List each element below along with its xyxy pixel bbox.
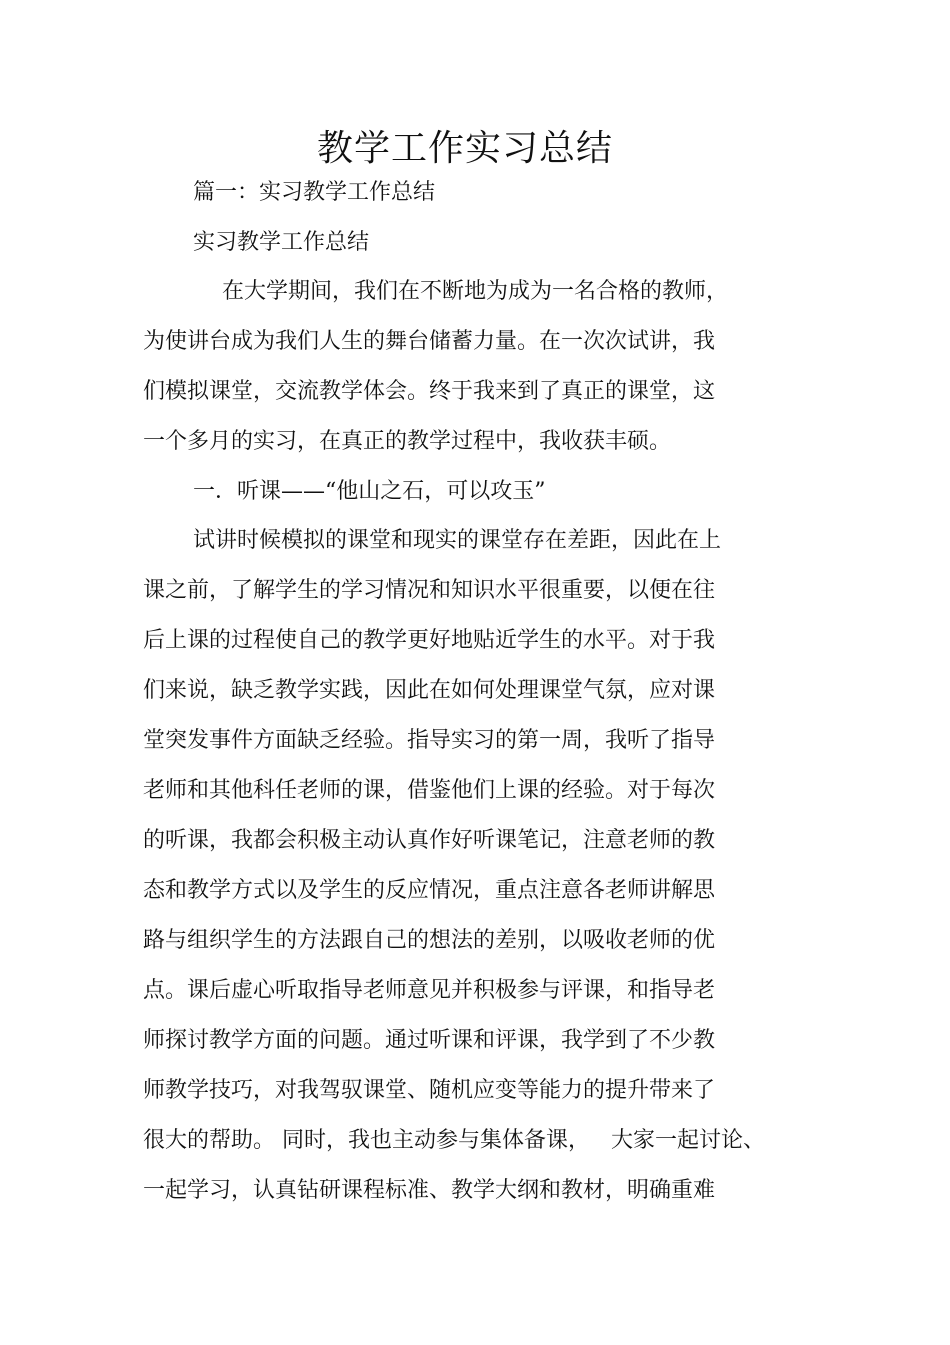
paragraph-line: 课之前，了解学生的学习情况和知识水平很重要，以便在往: [143, 578, 716, 603]
paragraph-line: 在大学期间，我们在不断地为成为一名合格的教师，: [222, 279, 729, 304]
paragraph-line: 堂突发事件方面缺乏经验。指导实习的第一周，我听了指导: [143, 728, 716, 753]
paragraph-line: 们模拟课堂，交流教学体会。终于我来到了真正的课堂，这: [143, 379, 716, 404]
paragraph-line: 很大的帮助。 同时，我也主动参与集体备课， 大家一起讨论、: [143, 1128, 765, 1153]
document-title: 教学工作实习总结: [316, 128, 613, 169]
paragraph-line: 老师和其他科任老师的课，借鉴他们上课的经验。对于每次: [143, 778, 716, 803]
paragraph-line: 一起学习，认真钻研课程标准、教学大纲和教材，明确重难: [143, 1178, 716, 1203]
paragraph-line: 试讲时候模拟的课堂和现实的课堂存在差距，因此在上: [193, 528, 722, 553]
paragraph-line: 态和教学方式以及学生的反应情况，重点注意各老师讲解思: [143, 878, 716, 903]
paragraph-line: 师教学技巧，对我驾驭课堂、随机应变等能力的提升带来了: [143, 1078, 716, 1103]
paragraph-line: 点。课后虚心听取指导老师意见并积极参与评课，和指导老: [143, 978, 716, 1003]
paragraph-line: 师探讨教学方面的问题。通过听课和评课，我学到了不少教: [143, 1028, 716, 1053]
section-heading-main: 实习教学工作总结: [193, 230, 370, 255]
paragraph-line: 路与组织学生的方法跟自己的想法的差别，以吸收老师的优: [143, 928, 716, 953]
section-heading-1: 一．听课——“他山之石，可以攻玉”: [193, 479, 546, 504]
paragraph-line: 的听课，我都会积极主动认真作好听课笔记，注意老师的教: [143, 828, 716, 853]
paragraph-line: 后上课的过程使自己的教学更好地贴近学生的水平。对于我: [143, 628, 716, 653]
paragraph-line: 为使讲台成为我们人生的舞台储蓄力量。在一次次试讲，我: [143, 329, 716, 354]
paragraph-line: 们来说，缺乏教学实践，因此在如何处理课堂气氛，应对课: [143, 678, 716, 703]
document-subtitle: 篇一：实习教学工作总结: [193, 180, 436, 205]
paragraph-line: 一个多月的实习，在真正的教学过程中，我收获丰硕。: [143, 429, 672, 454]
